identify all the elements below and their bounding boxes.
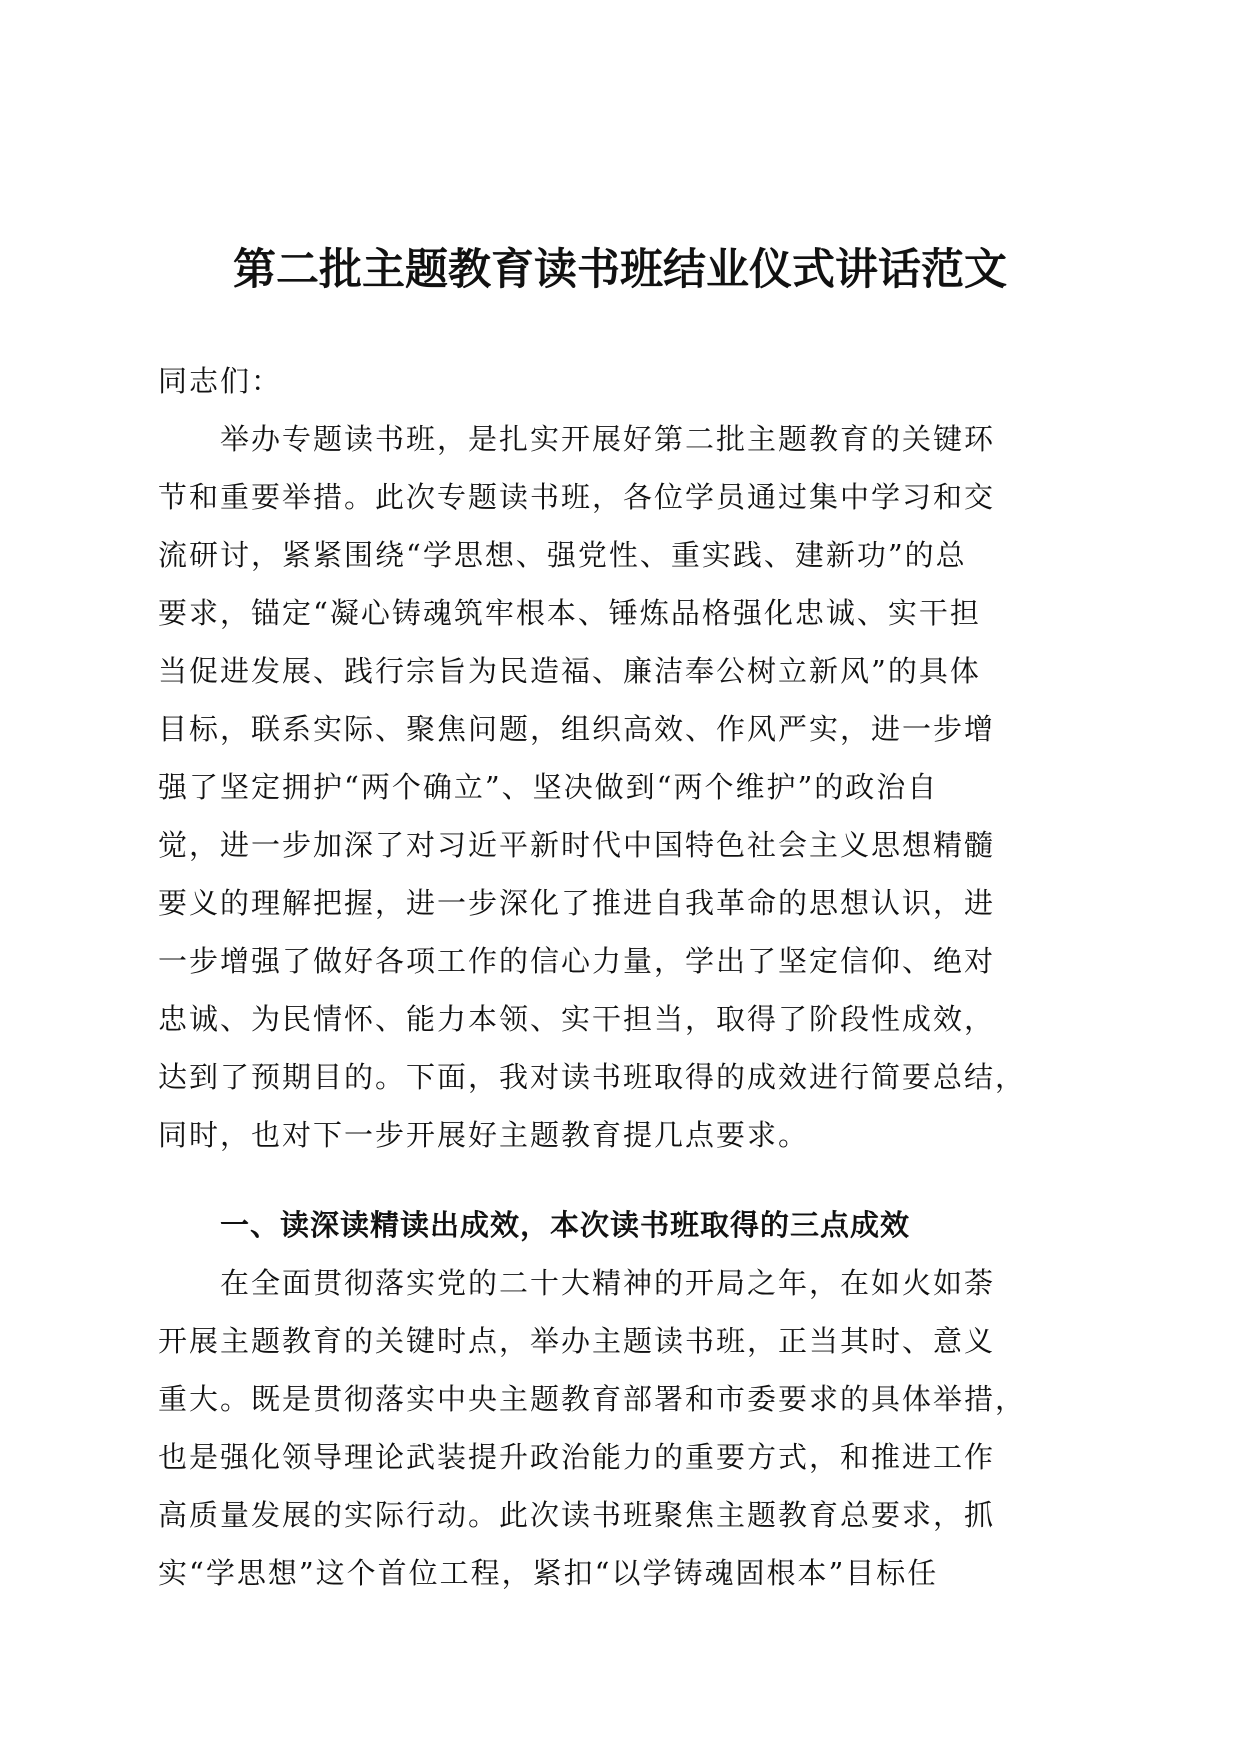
paragraph-line: 也是强化领导理论武装提升政治能力的重要方式，和推进工作 xyxy=(158,1440,996,1474)
paragraph-line: 实“学思想”这个首位工程，紧扣“以学铸魂固根本”目标任 xyxy=(158,1556,939,1590)
paragraph-line: 在全面贯彻落实党的二十大精神的开局之年，在如火如荼 xyxy=(220,1266,996,1300)
paragraph-1 xyxy=(158,410,1078,1164)
paragraph-line: 开展主题教育的关键时点，举办主题读书班，正当其时、意义 xyxy=(158,1324,996,1358)
document-title: 第二批主题教育读书班结业仪式讲话范文 xyxy=(233,245,1007,295)
paragraph-line: 高质量发展的实际行动。此次读书班聚焦主题教育总要求，抓 xyxy=(158,1498,996,1532)
paragraph-line: 强了坚定拥护“两个确立”、坚决做到“两个维护”的政治自 xyxy=(158,770,939,804)
paragraph-line: 流研讨，紧紧围绕“学思想、强党性、重实践、建新功”的总 xyxy=(158,538,967,572)
paragraph-line: 举办专题读书班，是扎实开展好第二批主题教育的关键环 xyxy=(220,422,996,456)
paragraph-line: 要义的理解把握，进一步深化了推进自我革命的思想认识，进 xyxy=(158,886,996,920)
paragraph-line: 一步增强了做好各项工作的信心力量，学出了坚定信仰、绝对 xyxy=(158,944,996,978)
paragraph-line: 要求，锚定“凝心铸魂筑牢根本、锤炼品格强化忠诚、实干担 xyxy=(158,596,981,630)
paragraph-line: 节和重要举措。此次专题读书班，各位学员通过集中学习和交 xyxy=(158,480,996,514)
paragraph-line: 同时，也对下一步开展好主题教育提几点要求。 xyxy=(158,1118,810,1152)
section-heading-1: 一、读深读精读出成效，本次读书班取得的三点成效 xyxy=(220,1208,911,1242)
paragraph-line: 达到了预期目的。下面，我对读书班取得的成效进行简要总结， xyxy=(158,1060,1027,1094)
salutation: 同志们： xyxy=(158,364,283,398)
paragraph-line: 当促进发展、践行宗旨为民造福、廉洁奉公树立新风”的具体 xyxy=(158,654,981,688)
paragraph-2 xyxy=(158,1254,1078,1602)
paragraph-line: 觉，进一步加深了对习近平新时代中国特色社会主义思想精髓 xyxy=(158,828,996,862)
paragraph-line: 重大。既是贯彻落实中央主题教育部署和市委要求的具体举措， xyxy=(158,1382,1027,1416)
paragraph-line: 忠诚、为民情怀、能力本领、实干担当，取得了阶段性成效， xyxy=(158,1002,996,1036)
paragraph-line: 目标，联系实际、聚焦问题，组织高效、作风严实，进一步增 xyxy=(158,712,996,746)
